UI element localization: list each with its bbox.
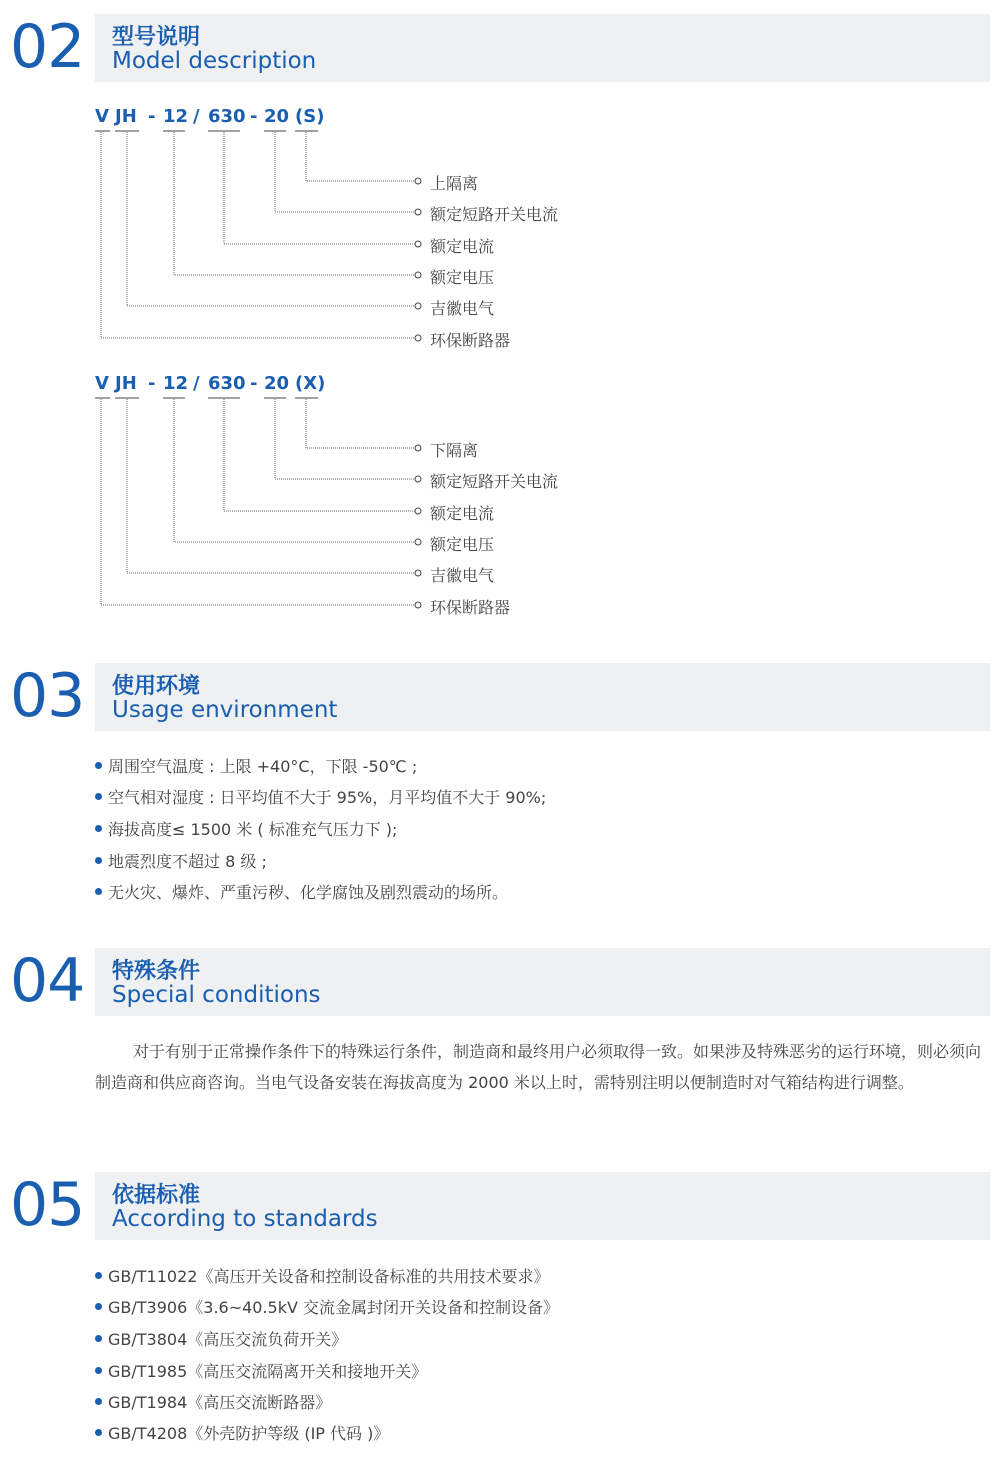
section-header-usage-environment [0, 663, 1000, 733]
section-number: 05 [10, 1170, 85, 1240]
list-item: GB/T11022《高压开关设备和控制设备标准的共用技术要求》 [95, 1264, 549, 1287]
list-item: 地震烈度不超过 8 级 ; [95, 849, 267, 872]
code-token: 12 [163, 373, 189, 394]
list-item: 无火灾、爆炸、严重污秽、化学腐蚀及剧烈震动的场所。 [95, 880, 508, 903]
section-title-zh: 使用环境 [112, 674, 201, 699]
section-header-special-conditions [0, 948, 1000, 1018]
section-title-en: According to standards [112, 1206, 378, 1232]
section-title-zh: 依据标准 [112, 1183, 201, 1208]
bullet-dot-icon [95, 1367, 102, 1374]
section-number: 02 [10, 12, 85, 82]
bullet-dot-icon [95, 888, 102, 895]
bullet-dot-icon [95, 1398, 102, 1405]
bullet-dot-icon [95, 1335, 102, 1342]
section-title-en: Model description [112, 48, 317, 74]
code-token: V [95, 373, 109, 394]
section-title-en: Special conditions [112, 982, 321, 1008]
list-item: GB/T1984《高压交流断路器》 [95, 1390, 331, 1413]
legend-label: 吉徽电气 [430, 299, 495, 318]
model-diagram-lines-upper [0, 128, 430, 348]
bullet-dot-icon [95, 793, 102, 800]
code-token: / [193, 106, 200, 127]
code-token: / [193, 373, 200, 394]
section-number: 04 [10, 946, 85, 1016]
code-token: - [148, 106, 156, 127]
legend-label: 额定短路开关电流 [430, 472, 559, 491]
list-item: 空气相对湿度 : 日平均值不大于 95%，月平均值不大于 90%; [95, 785, 546, 808]
bullet-dot-icon [95, 762, 102, 769]
code-token: 630 [208, 106, 246, 127]
bullet-dot-icon [95, 1303, 102, 1310]
list-item: GB/T3804《高压交流负荷开关》 [95, 1327, 347, 1350]
code-token: JH [115, 106, 137, 127]
list-item: GB/T1985《高压交流隔离开关和接地开关》 [95, 1359, 427, 1382]
bullet-dot-icon [95, 1272, 102, 1279]
list-item: GB/T4208《外壳防护等级 (IP 代码 )》 [95, 1421, 389, 1444]
code-token: V [95, 106, 109, 127]
section-title-zh: 型号说明 [112, 25, 201, 50]
legend-label: 额定电压 [430, 535, 495, 554]
section-title-en: Usage environment [112, 697, 338, 723]
code-token: 12 [163, 106, 189, 127]
code-token: 20 [264, 373, 290, 394]
code-token: - [148, 373, 156, 394]
section-number: 03 [10, 661, 85, 731]
code-token: JH [115, 373, 137, 394]
bullet-dot-icon [95, 825, 102, 832]
section-header-model-description [0, 14, 1000, 84]
legend-label: 环保断路器 [430, 331, 511, 350]
legend-label: 环保断路器 [430, 598, 511, 617]
model-diagram-lines-lower [0, 395, 430, 615]
bullet-dot-icon [95, 1429, 102, 1436]
code-token: 630 [208, 373, 246, 394]
legend-label: 额定电流 [430, 504, 495, 523]
code-token: 20 [264, 106, 290, 127]
section-title-zh: 特殊条件 [112, 959, 201, 984]
list-item: 周围空气温度 : 上限 +40°C，下限 -50℃ ; [95, 754, 417, 777]
list-item: GB/T3906《3.6~40.5kV 交流金属封闭开关设备和控制设备》 [95, 1295, 559, 1318]
code-token: - [250, 373, 258, 394]
legend-label: 额定短路开关电流 [430, 205, 559, 224]
code-token: (S) [295, 106, 325, 127]
code-token: (X) [295, 373, 326, 394]
list-item: 海拔高度≤ 1500 米 ( 标准充气压力下 ); [95, 817, 397, 840]
legend-label: 吉徽电气 [430, 566, 495, 585]
bullet-dot-icon [95, 857, 102, 864]
legend-label: 额定电压 [430, 268, 495, 287]
section-header-standards [0, 1172, 1000, 1242]
code-token: - [250, 106, 258, 127]
legend-label: 上隔离 [430, 174, 479, 193]
special-conditions-paragraph: 对于有别于正常操作条件下的特殊运行条件，制造商和最终用户必须取得一致。如果涉及特殊恶劣的运行环境，则必须向制造商和供应商咨询。当电气设备安装在海拔高度为 2000 米以上时，需特别注明以便制造时对气箱结构进行调整。 [95, 1042, 982, 1092]
legend-label: 额定电流 [430, 237, 495, 256]
legend-label: 下隔离 [430, 441, 479, 460]
